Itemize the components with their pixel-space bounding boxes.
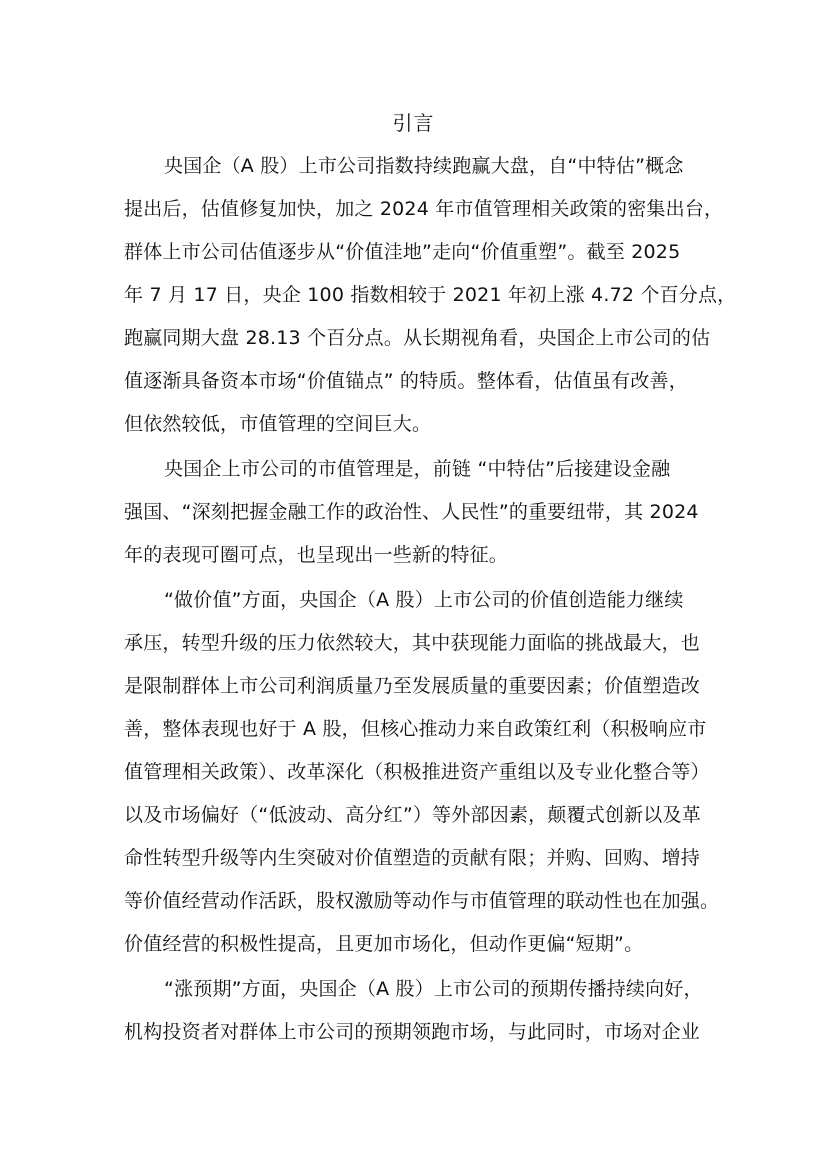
paragraph-line: 是限制群体上市公司利润质量乃至发展质量的重要因素；价值塑造改	[124, 675, 701, 697]
paragraph-line: 年 7 月 17 日，央企 100 指数相较于 2021 年初上涨 4.72 个百分点，	[124, 284, 737, 306]
paragraph-line: 承压，转型升级的压力依然较大，其中获现能力面临的挑战最大，也	[124, 632, 701, 654]
paragraph-line: 机构投资者对群体上市公司的预期领跑市场，与此同时，市场对企业	[124, 1021, 701, 1043]
paragraph-line: 跑赢同期大盘 28.13 个百分点。从长期视角看，央国企上市公司的估	[124, 327, 711, 349]
paragraph-line: 央国企上市公司的市值管理是，前链 “中特估”后接建设金融	[164, 458, 671, 480]
paragraph-line: 强国、“深刻把握金融工作的政治性、人民性”的重要纽带，其 2024	[124, 501, 699, 523]
paragraph-line: 央国企（A 股）上市公司指数持续跑赢大盘，自“中特估”概念	[164, 155, 684, 177]
paragraph-line: 价值经营的积极性提高，且更加市场化，但动作更偏“短期”。	[124, 933, 644, 955]
paragraph-line: 命性转型升级等内生突破对价值塑造的贡献有限；并购、回购、增持	[124, 847, 701, 869]
paragraph-line: 值逐渐具备资本市场“价值锚点” 的特质。整体看，估值虽有改善，	[124, 370, 688, 392]
paragraph-line: 善，整体表现也好于 A 股，但核心推动力来自政策红利（积极响应市	[124, 718, 707, 740]
paragraph-line: 提出后，估值修复加快，加之 2024 年市值管理相关政策的密集出台，	[124, 198, 724, 220]
paragraph-line: “做价值”方面，央国企（A 股）上市公司的价值创造能力继续	[164, 589, 684, 611]
paragraph-line: 值管理相关政策）、改革深化（积极推进资产重组以及专业化整合等）	[124, 761, 710, 783]
paragraph-line: 以及市场偏好（“低波动、高分红”）等外部因素，颠覆式创新以及革	[124, 804, 701, 826]
paragraph-line: 但依然较低，市值管理的空间巨大。	[124, 413, 432, 435]
paragraph-line: 年的表现可圈可点，也呈现出一些新的特征。	[124, 544, 509, 566]
paragraph-line: “涨预期”方面，央国企（A 股）上市公司的预期传播持续向好，	[164, 978, 703, 1000]
paragraph-line: 等价值经营动作活跃，股权激励等动作与市值管理的联动性也在加强。	[124, 890, 720, 912]
section-title: 引言	[392, 111, 435, 135]
paragraph-line: 群体上市公司估值逐步从“价值洼地”走向“价值重塑”。截至 2025	[124, 241, 681, 263]
